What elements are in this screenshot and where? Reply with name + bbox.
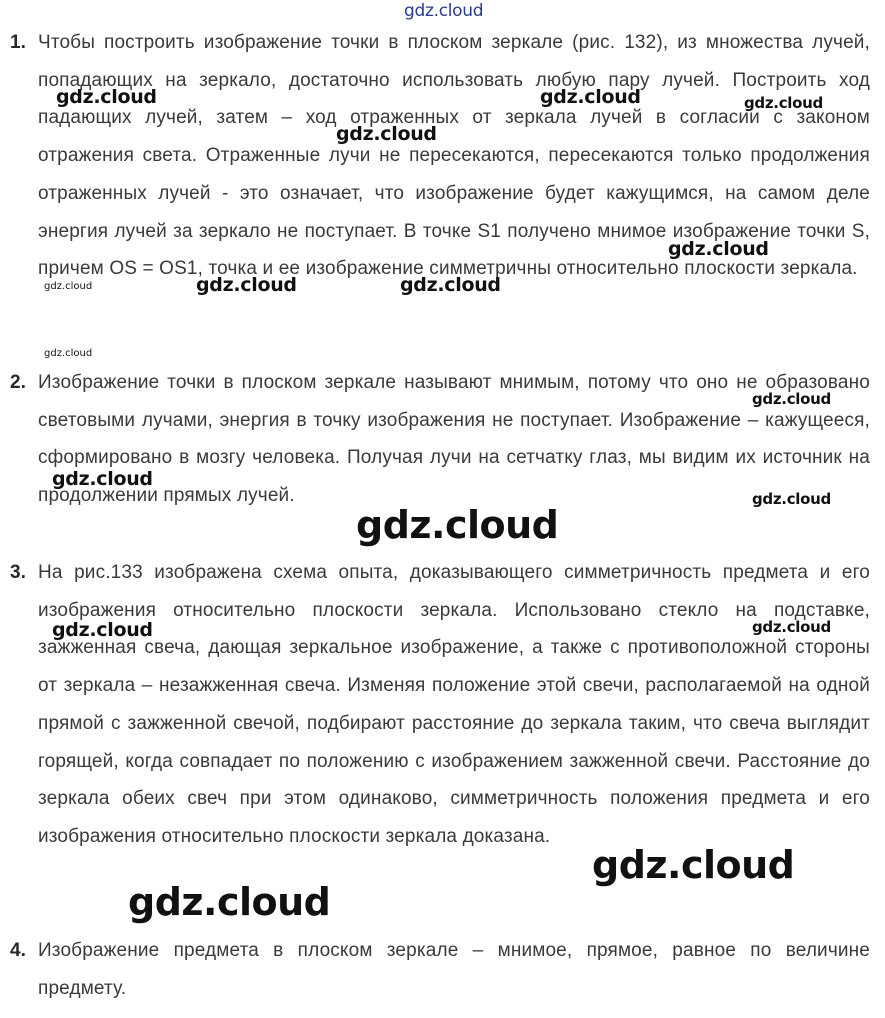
watermark: gdz.cloud [44,281,93,292]
watermark: gdz.cloud [752,618,831,636]
item-number: 3. [10,562,26,583]
answer-item-4 [10,932,870,1007]
item-text: Чтобы построить изображение точки в плоском зеркале (рис. 132), из множества лучей, попадающих на зеркало, достаточно использовать любую пару лучей. Построить ход падающих лучей, затем – ход отраженных от зеркала лучей в согласии с законом отражения света. Отраженные лучи не пересекаются, пересекаются только продолжения отраженных лучей - это означает, что изображение будет кажущимся, на самом деле энергия лучей за зеркало не поступает. В точке S1 получено мнимое изображение точки S, причем OS = OS1, точка и ее изображение симметричны относительно плоскости зеркала. [38,32,870,280]
item-text: Изображение точки в плоском зеркале называют мнимым, потому что оно не образовано световыми лучами, энергия в точку изображения не поступает. Изображение – кажущееся, сформировано в мозгу человека. Получая лучи на сетчатку глаз, мы видим их источник на продолжении прямых лучей. [38,372,870,507]
item-number: 2. [10,372,26,393]
watermark: gdz.cloud [336,123,437,145]
watermark: gdz.cloud [668,238,769,260]
watermark: gdz.cloud [752,390,831,408]
watermark-header: gdz.cloud [404,1,484,21]
answer-item-2 [10,364,870,515]
watermark: gdz.cloud [52,468,153,490]
watermark: gdz.cloud [196,274,297,296]
watermark: gdz.cloud [356,503,559,547]
watermark: gdz.cloud [44,348,93,359]
answer-item-3 [10,554,870,856]
watermark: gdz.cloud [752,490,831,508]
watermark: gdz.cloud [592,843,795,887]
item-number: 4. [10,940,26,961]
watermark: gdz.cloud [744,94,823,112]
watermark: gdz.cloud [540,86,641,108]
item-number: 1. [10,32,26,53]
item-text: Изображение предмета в плоском зеркале – мнимое, прямое, равное по величине предмету. [38,940,870,999]
watermark: gdz.cloud [128,880,331,924]
watermark: gdz.cloud [56,86,157,108]
watermark: gdz.cloud [400,274,501,296]
item-text: На рис.133 изображена схема опыта, доказывающего симметричность предмета и его изображения относительно плоскости зеркала. Использовано стекло на подставке, зажженная свеча, дающая зеркальное изображение, а также с противоположной стороны от зеркала – незажженная свеча. Изменяя положение этой свечи, располагаемой на одной прямой с зажженной свечой, подбирают расстояние до зеркала таким, что свеча выглядит горящей, когда совпадает по положению с изображением зажженной свечи. Расстояние до зеркала обеих свеч при этом одинаково, симметричность положения предмета и его изображения относительно плоскости зеркала доказана. [38,562,870,847]
watermark: gdz.cloud [52,619,153,641]
